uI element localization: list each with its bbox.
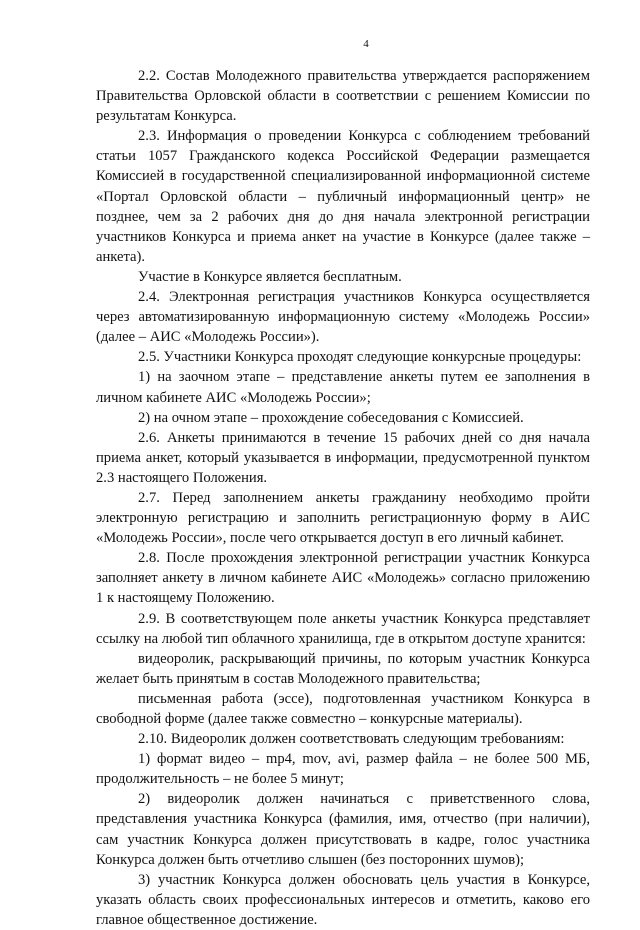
list-item-2-5-1: 1) на заочном этапе – представление анкеты путем ее заполнения в личном кабинете АИС «Молодежь России»; xyxy=(96,369,590,406)
page-number: 4 xyxy=(363,38,369,50)
paragraph-2-2: 2.2. Состав Молодежного правительства утверждается распоряжением Правительства Орловской области в соответствии с решением Комиссии по результатам Конкурса. xyxy=(96,68,590,125)
document-body xyxy=(96,66,590,930)
list-item-2-10-3: 3) участник Конкурса должен обосновать цель участия в Конкурсе, указать область своих профессиональных интересов и отметить, каково его главное общественное достижение. xyxy=(96,871,590,928)
paragraph-2-7: 2.7. Перед заполнением анкеты гражданину необходимо пройти электронную регистрацию и заполнить регистрационную форму в АИС «Молодежь России», после чего открывается доступ в его личный кабинет. xyxy=(96,489,590,547)
paragraph-2-6: 2.6. Анкеты принимаются в течение 15 рабочих дней со дня начала приема анкет, который указывается в информации, предусмотренной пунктом 2.3 настоящего Положения. xyxy=(96,429,590,486)
paragraph-2-5: 2.5. Участники Конкурса проходят следующие конкурсные процедуры: xyxy=(138,349,582,366)
paragraph-free-participation: Участие в Конкурсе является бесплатным. xyxy=(138,268,402,285)
list-item-2-10-2: 2) видеоролик должен начинаться с приветственного слова, представления участника Конкурса (фамилия, имя, отчество (при наличии), сам участник Конкурса должен присутствовать в кадре, голос участника Конкурса должен быть отчетливо слышен (без посторонних шумов); xyxy=(96,791,590,868)
paragraph-2-4: 2.4. Электронная регистрация участников Конкурса осуществляется через автоматизированную информационную систему «Молодежь России» (далее – АИС «Молодежь России»). xyxy=(96,289,590,346)
paragraph-2-9-video: видеоролик, раскрывающий причины, по которым участник Конкурса желает быть принятым в состав Молодежного правительства; xyxy=(96,650,590,687)
paragraph-2-10: 2.10. Видеоролик должен соответствовать следующим требованиям: xyxy=(138,731,565,748)
list-item-2-10-1: 1) формат видео – mp4, mov, avi, размер файла – не более 500 МБ, продолжительность – не более 5 минут; xyxy=(96,751,590,788)
paragraph-2-8: 2.8. После прохождения электронной регистрации участник Конкурса заполняет анкету в личном кабинете АИС «Молодежь» согласно приложению 1 к настоящему Положению. xyxy=(96,550,590,607)
paragraph-2-3: 2.3. Информация о проведении Конкурса с соблюдением требований статьи 1057 Гражданского кодекса Российской Федерации размещается Комиссией в государственной специализированной информационной системе «Портал Орловской области – публичный информационный центр» не позднее, чем за 2 рабочих дня до дня начала электронной регистрации участников Конкурса и приема анкет на участие в Конкурсе (далее также – анкета). xyxy=(96,128,590,265)
paragraph-2-9-essay: письменная работа (эссе), подготовленная участником Конкурса в свободной форме (далее также совместно – конкурсные материалы). xyxy=(96,690,590,727)
paragraph-2-9: 2.9. В соответствующем поле анкеты участник Конкурса представляет ссылку на любой тип облачного хранилища, где в открытом доступе хранится: xyxy=(96,610,590,647)
list-item-2-5-2: 2) на очном этапе – прохождение собеседования с Комиссией. xyxy=(138,409,524,426)
